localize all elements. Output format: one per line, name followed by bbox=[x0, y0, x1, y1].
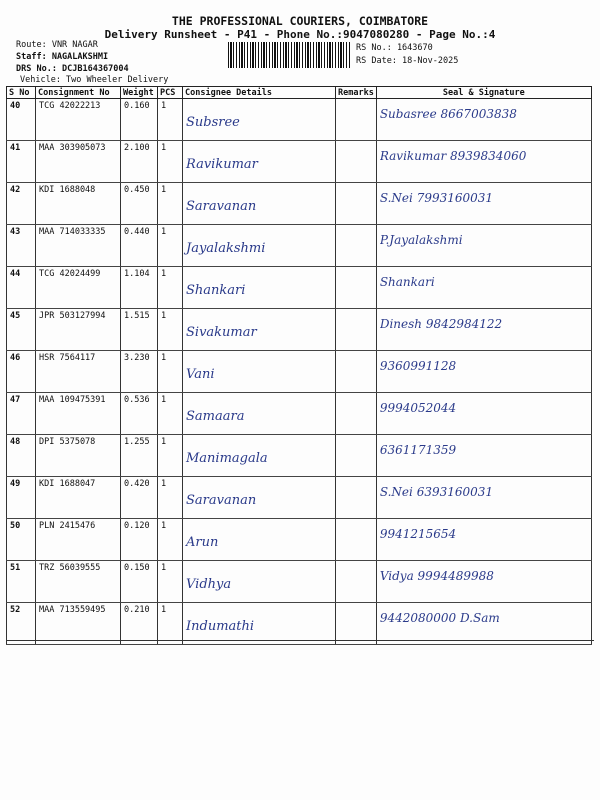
row-remarks bbox=[336, 225, 377, 267]
row-remarks bbox=[336, 393, 377, 435]
row-consignee: Shankari bbox=[186, 283, 246, 298]
col-consignment: Consignment No bbox=[36, 87, 121, 99]
row-remarks bbox=[336, 141, 377, 183]
runsheet-table bbox=[6, 86, 592, 645]
row-consignment: HSR 7564117 bbox=[39, 353, 96, 363]
row-pcs: 1 bbox=[161, 395, 167, 405]
row-pcs: 1 bbox=[161, 185, 167, 195]
staff-label: Staff: NAGALAKSHMI bbox=[16, 52, 109, 62]
row-signature: 9360991128 bbox=[379, 359, 457, 373]
table-row bbox=[7, 267, 592, 309]
row-sno: 40 bbox=[10, 101, 21, 111]
row-signature: 9941215654 bbox=[379, 527, 457, 541]
row-signature: Dinesh 9842984122 bbox=[379, 317, 503, 331]
row-remarks bbox=[336, 351, 377, 393]
vehicle-label: Vehicle: Two Wheeler Delivery bbox=[20, 75, 169, 85]
col-consignee: Consignee Details bbox=[183, 87, 336, 99]
row-consignee: Subsree bbox=[186, 115, 240, 130]
row-consignment: DPI 5375078 bbox=[39, 437, 96, 447]
table-header-row bbox=[7, 87, 592, 99]
row-pcs: 1 bbox=[161, 311, 167, 321]
col-remarks: Remarks bbox=[336, 87, 377, 99]
row-consignment: TCG 42024499 bbox=[39, 269, 101, 279]
row-sno: 51 bbox=[10, 563, 21, 573]
table-row bbox=[7, 183, 592, 225]
row-remarks bbox=[336, 603, 377, 645]
row-consignment: TRZ 56039555 bbox=[39, 563, 101, 573]
table-row bbox=[7, 225, 592, 267]
drs-number: DRS No.: DCJB164367004 bbox=[16, 64, 129, 74]
col-weight: Weight bbox=[121, 87, 158, 99]
row-weight: 3.230 bbox=[124, 353, 150, 363]
row-sno: 41 bbox=[10, 143, 21, 153]
row-sno: 52 bbox=[10, 605, 21, 615]
row-consignment: MAA 109475391 bbox=[39, 395, 106, 405]
row-consignee: Indumathi bbox=[186, 619, 255, 634]
row-remarks bbox=[336, 99, 377, 141]
row-weight: 1.104 bbox=[124, 269, 150, 279]
row-pcs: 1 bbox=[161, 437, 167, 447]
row-pcs: 1 bbox=[161, 521, 167, 531]
barcode-image bbox=[228, 42, 350, 68]
row-sno: 44 bbox=[10, 269, 21, 279]
row-weight: 0.420 bbox=[124, 479, 150, 489]
row-sno: 49 bbox=[10, 479, 21, 489]
row-consignee: Saravanan bbox=[186, 493, 257, 508]
row-signature: Subasree 8667003838 bbox=[379, 107, 517, 121]
row-sno: 43 bbox=[10, 227, 21, 237]
row-weight: 0.440 bbox=[124, 227, 150, 237]
table-row bbox=[7, 141, 592, 183]
table-bottom-line bbox=[6, 640, 594, 641]
row-remarks bbox=[336, 267, 377, 309]
row-remarks bbox=[336, 477, 377, 519]
route-label: Route: VNR NAGAR bbox=[16, 40, 98, 50]
row-sno: 48 bbox=[10, 437, 21, 447]
row-signature: 9994052044 bbox=[379, 401, 457, 415]
row-signature: Ravikumar 8939834060 bbox=[379, 149, 527, 163]
row-weight: 1.515 bbox=[124, 311, 150, 321]
table-row bbox=[7, 99, 592, 141]
rs-number: RS No.: 1643670 bbox=[356, 43, 433, 53]
row-sno: 45 bbox=[10, 311, 21, 321]
row-weight: 0.536 bbox=[124, 395, 150, 405]
document-title: THE PROFESSIONAL COURIERS, COIMBATORE bbox=[171, 14, 429, 28]
row-sno: 50 bbox=[10, 521, 21, 531]
row-signature: Shankari bbox=[379, 275, 435, 289]
table-row bbox=[7, 561, 592, 603]
row-consignee: Sivakumar bbox=[186, 325, 257, 340]
row-signature: P.Jayalakshmi bbox=[379, 233, 463, 247]
row-consignment: MAA 713559495 bbox=[39, 605, 106, 615]
row-weight: 0.160 bbox=[124, 101, 150, 111]
row-pcs: 1 bbox=[161, 101, 167, 111]
row-weight: 0.210 bbox=[124, 605, 150, 615]
table-row bbox=[7, 309, 592, 351]
document-subtitle: Delivery Runsheet - P41 - Phone No.:9047080280 - Page No.:4 bbox=[104, 28, 496, 41]
row-consignment: PLN 2415476 bbox=[39, 521, 96, 531]
row-consignee: Jayalakshmi bbox=[186, 241, 266, 256]
row-remarks bbox=[336, 183, 377, 225]
row-sno: 42 bbox=[10, 185, 21, 195]
table-row bbox=[7, 603, 592, 645]
row-pcs: 1 bbox=[161, 605, 167, 615]
table-row bbox=[7, 351, 592, 393]
row-weight: 0.150 bbox=[124, 563, 150, 573]
row-consignee: Vidhya bbox=[186, 577, 232, 592]
row-pcs: 1 bbox=[161, 269, 167, 279]
row-pcs: 1 bbox=[161, 479, 167, 489]
row-pcs: 1 bbox=[161, 143, 167, 153]
row-consignment: JPR 503127994 bbox=[39, 311, 106, 321]
table-row bbox=[7, 477, 592, 519]
row-signature: S.Nei 6393160031 bbox=[379, 485, 494, 499]
row-consignee: Ravikumar bbox=[186, 157, 258, 172]
col-signature: Seal & Signature bbox=[376, 87, 591, 99]
row-signature: Vidya 9994489988 bbox=[379, 569, 494, 583]
row-weight: 1.255 bbox=[124, 437, 150, 447]
row-pcs: 1 bbox=[161, 227, 167, 237]
table-row bbox=[7, 519, 592, 561]
row-sno: 46 bbox=[10, 353, 21, 363]
row-remarks bbox=[336, 561, 377, 603]
row-consignment: MAA 303905073 bbox=[39, 143, 106, 153]
row-remarks bbox=[336, 309, 377, 351]
row-signature: S.Nei 7993160031 bbox=[379, 191, 494, 205]
row-remarks bbox=[336, 435, 377, 477]
row-weight: 0.120 bbox=[124, 521, 150, 531]
rs-date: RS Date: 18-Nov-2025 bbox=[356, 56, 459, 66]
table-row bbox=[7, 393, 592, 435]
row-consignment: KDI 1688048 bbox=[39, 185, 96, 195]
row-consignee: Vani bbox=[186, 367, 215, 382]
row-consignment: TCG 42022213 bbox=[39, 101, 101, 111]
row-weight: 2.100 bbox=[124, 143, 150, 153]
row-sno: 47 bbox=[10, 395, 21, 405]
col-sno: S No bbox=[7, 87, 36, 99]
row-remarks bbox=[336, 519, 377, 561]
row-consignment: MAA 714033335 bbox=[39, 227, 106, 237]
row-consignee: Arun bbox=[186, 535, 219, 550]
row-pcs: 1 bbox=[161, 563, 167, 573]
row-consignee: Manimagala bbox=[186, 451, 268, 466]
col-pcs: PCS bbox=[158, 87, 183, 99]
row-pcs: 1 bbox=[161, 353, 167, 363]
row-signature: 9442080000 D.Sam bbox=[379, 611, 500, 625]
row-weight: 0.450 bbox=[124, 185, 150, 195]
row-consignee: Saravanan bbox=[186, 199, 257, 214]
row-signature: 6361171359 bbox=[379, 443, 457, 457]
row-consignment: KDI 1688047 bbox=[39, 479, 96, 489]
row-consignee: Samaara bbox=[186, 409, 245, 424]
table-row bbox=[7, 435, 592, 477]
